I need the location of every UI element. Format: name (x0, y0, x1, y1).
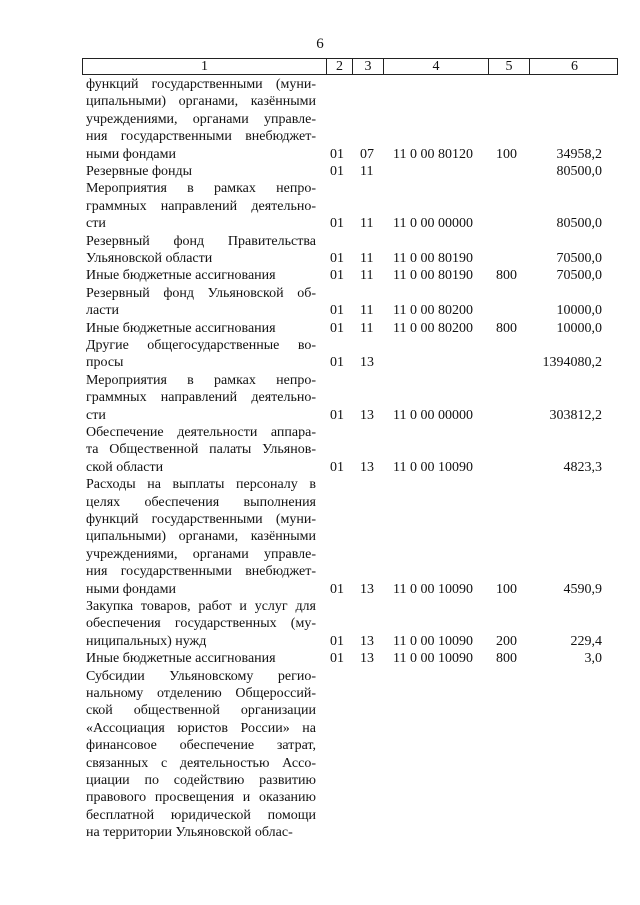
cell-c3: 13 (360, 459, 374, 475)
cell-c6: 70500,0 (556, 250, 602, 266)
cell-c2: 01 (330, 633, 344, 649)
cell-c2: 01 (330, 303, 344, 319)
row-name-line: сти (86, 407, 106, 423)
cell-c3: 07 (360, 146, 374, 162)
row-name-line: Мероприятия в рамках непро- (86, 181, 316, 197)
table-row (0, 76, 640, 163)
cell-c6: 4823,3 (563, 459, 602, 475)
row-name-line: Мероприятия в рамках непро- (86, 372, 316, 388)
cell-c4: 11 0 00 80200 (393, 303, 473, 319)
row-name-line: связанных с деятельностью Ассо- (86, 755, 316, 771)
cell-c6: 4590,9 (563, 581, 602, 597)
cell-c6: 10000,0 (556, 303, 602, 319)
header-col-2: 2 (327, 59, 353, 74)
table-row (0, 476, 640, 598)
cell-c3: 11 (360, 320, 374, 336)
cell-c4: 11 0 00 80120 (393, 146, 473, 162)
cell-c6: 229,4 (570, 633, 602, 649)
row-name-line: граммных направлений деятельно- (86, 390, 316, 406)
row-name-line: Иные бюджетные ассигнования (86, 268, 276, 284)
row-name-line: граммных направлений деятельно- (86, 198, 316, 214)
row-name-line: Резервный фонд Правительства (86, 233, 316, 249)
table-row (0, 180, 640, 232)
cell-c6: 3,0 (584, 651, 602, 667)
cell-c2: 01 (330, 163, 344, 179)
header-col-4: 4 (384, 59, 489, 74)
row-name-line: нальному отделению Общероссий- (86, 685, 316, 701)
cell-c3: 11 (360, 250, 374, 266)
row-name-line: Резервный фонд Ульяновской об- (86, 285, 316, 301)
row-name-line: учреждениями, органами управле- (86, 546, 316, 562)
cell-c4: 11 0 00 10090 (393, 581, 473, 597)
cell-c5: 800 (496, 268, 517, 284)
cell-c5: 800 (496, 320, 517, 336)
table-row (0, 233, 640, 268)
row-name-line: Закупка товаров, работ и услуг для (86, 598, 316, 614)
table-row (0, 337, 640, 372)
cell-c4: 11 0 00 10090 (393, 633, 473, 649)
row-name-line: Субсидии Ульяновскому регио- (86, 668, 316, 684)
cell-c4: 11 0 00 80190 (393, 268, 473, 284)
cell-c3: 11 (360, 303, 374, 319)
table-row (0, 267, 640, 284)
row-name-line: циации по содействию развитию (86, 772, 316, 788)
cell-c3: 13 (360, 355, 374, 371)
cell-c2: 01 (330, 355, 344, 371)
page-number: 6 (316, 36, 324, 52)
row-name-line: бесплатной юридической помощи (86, 807, 316, 823)
cell-c4: 11 0 00 80200 (393, 320, 473, 336)
cell-c2: 01 (330, 581, 344, 597)
row-name-line: обеспечения государственных (му- (86, 616, 316, 632)
row-name-line: Иные бюджетные ассигнования (86, 651, 276, 667)
table-body (0, 76, 640, 842)
table-row (0, 372, 640, 424)
cell-c6: 1394080,2 (542, 355, 602, 371)
cell-c5: 100 (496, 581, 517, 597)
row-name-line: ния государственными внебюджет- (86, 564, 316, 580)
table-row (0, 320, 640, 337)
cell-c5: 200 (496, 633, 517, 649)
table-row (0, 163, 640, 180)
row-name-line: Другие общегосударственные во- (86, 337, 316, 353)
cell-c4: 11 0 00 10090 (393, 651, 473, 667)
cell-c6: 303812,2 (549, 407, 602, 423)
cell-c3: 11 (360, 163, 374, 179)
cell-c2: 01 (330, 459, 344, 475)
header-col-6: 6 (571, 59, 578, 74)
row-name-line: «Ассоциация юристов России» на (86, 720, 316, 736)
row-name-line: на территории Ульяновской облас- (86, 825, 293, 841)
cell-c5: 800 (496, 651, 517, 667)
row-name-line: учреждениями, органами управле- (86, 111, 316, 127)
header-col-3: 3 (353, 59, 384, 74)
row-name-line: Ульяновской области (86, 250, 213, 266)
row-name-line: целях обеспечения выполнения (86, 494, 316, 510)
cell-c5: 100 (496, 146, 517, 162)
row-name-line: ласти (86, 303, 120, 319)
table-header (82, 58, 618, 75)
row-name-line: ния государственными внебюджет- (86, 129, 316, 145)
cell-c4: 11 0 00 80190 (393, 250, 473, 266)
cell-c2: 01 (330, 216, 344, 232)
row-name-line: ными фондами (86, 146, 177, 162)
table-row (0, 598, 640, 650)
cell-c3: 13 (360, 581, 374, 597)
row-name-line: ными фондами (86, 581, 177, 597)
cell-c2: 01 (330, 320, 344, 336)
cell-c2: 01 (330, 268, 344, 284)
table-row (0, 668, 640, 842)
cell-c2: 01 (330, 651, 344, 667)
table-row (0, 650, 640, 667)
cell-c6: 10000,0 (556, 320, 602, 336)
row-name-line: Резервные фонды (86, 164, 193, 179)
row-name-line: функций государственными (муни- (86, 77, 316, 92)
row-name-line: ниципальных) нужд (86, 633, 207, 649)
row-name-line: та Общественной палаты Ульянов- (86, 442, 316, 458)
table-row (0, 424, 640, 476)
row-name-line: Расходы на выплаты персоналу в (86, 477, 316, 493)
row-name-line: сти (86, 216, 106, 232)
header-col-1: 1 (83, 59, 327, 74)
row-name-line: ципальными) органами, казёнными (86, 94, 316, 110)
cell-c2: 01 (330, 407, 344, 423)
cell-c2: 01 (330, 146, 344, 162)
row-name-line: функций государственными (муни- (86, 511, 316, 527)
cell-c3: 13 (360, 407, 374, 423)
cell-c3: 13 (360, 651, 374, 667)
cell-c2: 01 (330, 250, 344, 266)
table-row (0, 285, 640, 320)
row-name-line: ской общественной организации (86, 703, 316, 719)
cell-c4: 11 0 00 10090 (393, 459, 473, 475)
row-name-line: финансовое обеспечение затрат, (86, 738, 316, 754)
header-col-5: 5 (489, 59, 530, 74)
row-name-line: Иные бюджетные ассигнования (86, 320, 276, 336)
row-name-line: ской области (86, 459, 164, 475)
cell-c6: 70500,0 (556, 268, 602, 284)
cell-c6: 34958,2 (556, 146, 602, 162)
cell-c6: 80500,0 (556, 216, 602, 232)
cell-c6: 80500,0 (556, 163, 602, 179)
cell-c4: 11 0 00 00000 (393, 407, 473, 423)
cell-c3: 11 (360, 268, 374, 284)
cell-c4: 11 0 00 00000 (393, 216, 473, 232)
row-name-line: просы (86, 355, 124, 371)
row-name-line: Обеспечение деятельности аппара- (86, 424, 316, 440)
cell-c3: 13 (360, 633, 374, 649)
row-name-line: правового просвещения и оказанию (86, 790, 316, 806)
row-name-line: ципальными) органами, казёнными (86, 529, 316, 545)
cell-c3: 11 (360, 216, 374, 232)
